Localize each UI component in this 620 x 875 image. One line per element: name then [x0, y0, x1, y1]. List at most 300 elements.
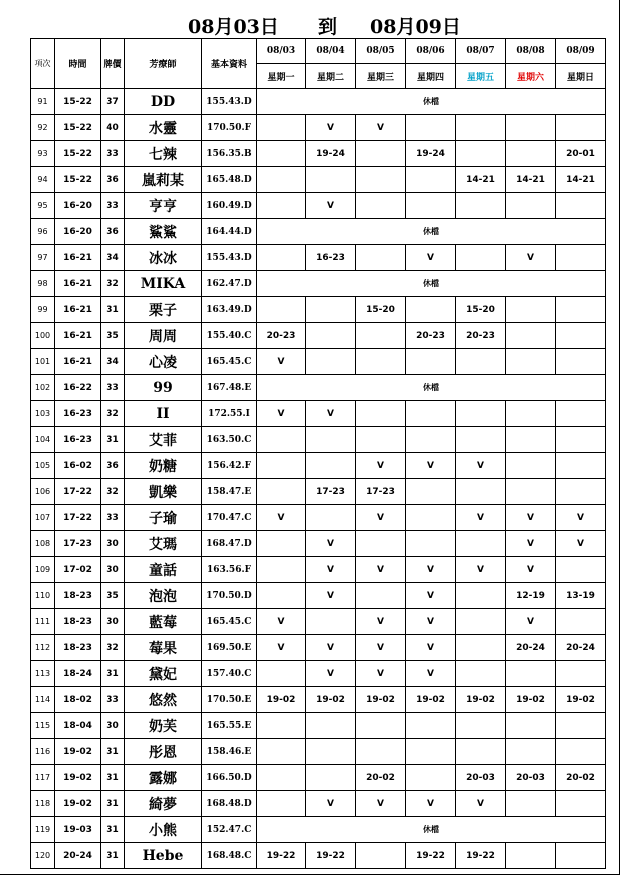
row-time: 16-23 [55, 427, 101, 453]
schedule-cell [406, 479, 456, 505]
schedule-cell [506, 193, 556, 219]
row-time: 17-22 [55, 505, 101, 531]
schedule-cell [406, 115, 456, 141]
schedule-cell [456, 401, 506, 427]
schedule-table [30, 38, 606, 869]
schedule-cell [456, 531, 506, 557]
schedule-cell: V [306, 401, 356, 427]
schedule-cell [306, 453, 356, 479]
weekday-header-friday: 星期五 [456, 64, 506, 89]
row-price: 31 [101, 791, 125, 817]
schedule-cell: 20-23 [406, 323, 456, 349]
row-price: 36 [101, 453, 125, 479]
schedule-cell: V [556, 505, 606, 531]
schedule-cell [556, 661, 606, 687]
row-index: 120 [31, 843, 55, 869]
row-time: 16-21 [55, 297, 101, 323]
row-basic-info: 168.48.C [202, 843, 257, 869]
row-index: 100 [31, 323, 55, 349]
schedule-cell [257, 479, 306, 505]
row-time: 16-20 [55, 193, 101, 219]
schedule-cell [257, 531, 306, 557]
row-price: 33 [101, 193, 125, 219]
schedule-cell [556, 843, 606, 869]
row-index: 114 [31, 687, 55, 713]
row-off-label: 休檔 [257, 89, 606, 115]
schedule-cell: V [306, 193, 356, 219]
title-end-date: 08月09日 [370, 16, 461, 38]
header-basic: 基本資料 [202, 39, 257, 89]
row-basic-info: 160.49.D [202, 193, 257, 219]
table-row [31, 843, 606, 869]
schedule-cell [406, 739, 456, 765]
row-price: 32 [101, 479, 125, 505]
schedule-cell [506, 661, 556, 687]
row-basic-info: 164.44.D [202, 219, 257, 245]
schedule-cell [556, 739, 606, 765]
row-basic-info: 156.42.F [202, 453, 257, 479]
schedule-cell: V [306, 583, 356, 609]
schedule-cell [356, 323, 406, 349]
schedule-cell: 19-02 [556, 687, 606, 713]
schedule-cell [356, 427, 406, 453]
schedule-cell: 19-22 [456, 843, 506, 869]
schedule-cell [556, 245, 606, 271]
table-row [31, 219, 606, 245]
schedule-cell: 16-23 [306, 245, 356, 271]
table-row [31, 297, 606, 323]
row-index: 94 [31, 167, 55, 193]
schedule-cell [556, 479, 606, 505]
row-therapist-name: 亨亨 [125, 193, 202, 219]
row-off-label: 休檔 [257, 817, 606, 843]
schedule-cell [556, 453, 606, 479]
table-row [31, 817, 606, 843]
row-basic-info: 165.55.E [202, 713, 257, 739]
schedule-cell: V [356, 791, 406, 817]
row-time: 16-21 [55, 349, 101, 375]
schedule-cell: 20-03 [456, 765, 506, 791]
row-therapist-name: 周周 [125, 323, 202, 349]
row-basic-info: 155.40.C [202, 323, 257, 349]
schedule-cell [456, 479, 506, 505]
schedule-cell: V [356, 505, 406, 531]
row-index: 109 [31, 557, 55, 583]
row-therapist-name: 奶糖 [125, 453, 202, 479]
schedule-cell: V [406, 557, 456, 583]
schedule-cell [406, 531, 456, 557]
row-basic-info: 155.43.D [202, 245, 257, 271]
table-row [31, 609, 606, 635]
table-row [31, 323, 606, 349]
table-row [31, 193, 606, 219]
schedule-cell: V [406, 245, 456, 271]
row-basic-info: 163.50.C [202, 427, 257, 453]
schedule-cell [556, 609, 606, 635]
row-basic-info: 169.50.E [202, 635, 257, 661]
row-price: 35 [101, 323, 125, 349]
row-index: 103 [31, 401, 55, 427]
row-price: 32 [101, 271, 125, 297]
row-time: 18-23 [55, 583, 101, 609]
row-index: 105 [31, 453, 55, 479]
row-therapist-name: 艾菲 [125, 427, 202, 453]
schedule-cell: V [406, 609, 456, 635]
row-index: 102 [31, 375, 55, 401]
row-time: 18-04 [55, 713, 101, 739]
schedule-cell [556, 791, 606, 817]
schedule-cell [556, 427, 606, 453]
schedule-cell [506, 713, 556, 739]
schedule-cell [306, 167, 356, 193]
schedule-cell [556, 297, 606, 323]
table-row [31, 479, 606, 505]
schedule-cell [456, 115, 506, 141]
row-therapist-name: 嵐莉某 [125, 167, 202, 193]
weekday-header: 星期日 [556, 64, 606, 89]
row-price: 31 [101, 739, 125, 765]
row-therapist-name: 藍莓 [125, 609, 202, 635]
row-index: 95 [31, 193, 55, 219]
schedule-cell [257, 661, 306, 687]
schedule-cell: V [306, 115, 356, 141]
row-off-label: 休檔 [257, 375, 606, 401]
table-row [31, 375, 606, 401]
schedule-cell [506, 791, 556, 817]
schedule-cell [456, 609, 506, 635]
schedule-cell: 15-20 [456, 297, 506, 323]
row-therapist-name: 泡泡 [125, 583, 202, 609]
table-row [31, 661, 606, 687]
schedule-cell [356, 843, 406, 869]
row-index: 106 [31, 479, 55, 505]
row-basic-info: 155.43.D [202, 89, 257, 115]
date-header: 08/06 [406, 39, 456, 64]
table-row [31, 713, 606, 739]
table-row [31, 557, 606, 583]
row-time: 17-23 [55, 531, 101, 557]
header-therapist: 芳療師 [125, 39, 202, 89]
row-time: 16-21 [55, 245, 101, 271]
schedule-cell [506, 401, 556, 427]
schedule-cell [257, 557, 306, 583]
schedule-cell [356, 401, 406, 427]
schedule-cell [257, 141, 306, 167]
row-time: 18-23 [55, 609, 101, 635]
schedule-cell [257, 791, 306, 817]
schedule-cell [506, 115, 556, 141]
schedule-cell [406, 167, 456, 193]
table-row [31, 401, 606, 427]
row-time: 17-02 [55, 557, 101, 583]
schedule-cell [257, 765, 306, 791]
row-index: 113 [31, 661, 55, 687]
row-price: 32 [101, 635, 125, 661]
schedule-cell [506, 297, 556, 323]
row-index: 104 [31, 427, 55, 453]
row-price: 31 [101, 817, 125, 843]
row-basic-info: 158.46.E [202, 739, 257, 765]
schedule-cell [306, 427, 356, 453]
schedule-rows [31, 89, 606, 869]
schedule-cell: 19-02 [456, 687, 506, 713]
row-time: 19-02 [55, 739, 101, 765]
row-therapist-name: II [125, 401, 202, 427]
row-price: 31 [101, 297, 125, 323]
schedule-cell: V [306, 557, 356, 583]
schedule-cell: V [356, 661, 406, 687]
table-row [31, 453, 606, 479]
schedule-cell: 19-24 [406, 141, 456, 167]
schedule-cell: 14-21 [556, 167, 606, 193]
row-time: 16-02 [55, 453, 101, 479]
row-price: 30 [101, 531, 125, 557]
schedule-cell: 19-02 [306, 687, 356, 713]
schedule-title [0, 12, 620, 38]
row-basic-info: 170.47.C [202, 505, 257, 531]
table-row [31, 115, 606, 141]
schedule-cell [356, 531, 406, 557]
row-price: 36 [101, 219, 125, 245]
schedule-cell [506, 427, 556, 453]
row-time: 15-22 [55, 89, 101, 115]
schedule-cell [456, 193, 506, 219]
schedule-cell [556, 557, 606, 583]
schedule-cell [257, 583, 306, 609]
schedule-cell: 13-19 [556, 583, 606, 609]
row-time: 15-22 [55, 167, 101, 193]
schedule-cell: 19-22 [257, 843, 306, 869]
schedule-cell [306, 505, 356, 531]
schedule-cell: V [456, 791, 506, 817]
schedule-cell: V [257, 635, 306, 661]
row-therapist-name: 栗子 [125, 297, 202, 323]
row-therapist-name: 悠然 [125, 687, 202, 713]
schedule-cell [406, 427, 456, 453]
row-index: 97 [31, 245, 55, 271]
table-row [31, 89, 606, 115]
schedule-cell [356, 739, 406, 765]
row-index: 101 [31, 349, 55, 375]
row-time: 16-21 [55, 323, 101, 349]
row-therapist-name: 綺夢 [125, 791, 202, 817]
schedule-cell [506, 349, 556, 375]
date-header: 08/08 [506, 39, 556, 64]
table-row [31, 427, 606, 453]
row-price: 30 [101, 557, 125, 583]
row-basic-info: 170.50.E [202, 687, 257, 713]
row-price: 32 [101, 401, 125, 427]
row-therapist-name: 心凌 [125, 349, 202, 375]
schedule-cell [556, 401, 606, 427]
schedule-cell [257, 427, 306, 453]
row-time: 16-20 [55, 219, 101, 245]
schedule-cell: 14-21 [456, 167, 506, 193]
schedule-cell [306, 765, 356, 791]
row-time: 16-21 [55, 271, 101, 297]
row-index: 115 [31, 713, 55, 739]
schedule-cell [456, 635, 506, 661]
row-therapist-name: 子瑜 [125, 505, 202, 531]
table-row [31, 765, 606, 791]
row-therapist-name: MIKA [125, 271, 202, 297]
row-off-label: 休檔 [257, 271, 606, 297]
row-price: 34 [101, 245, 125, 271]
row-time: 18-23 [55, 635, 101, 661]
schedule-cell [506, 479, 556, 505]
row-basic-info: 170.50.D [202, 583, 257, 609]
schedule-cell: 19-22 [406, 843, 456, 869]
table-row [31, 687, 606, 713]
schedule-cell [456, 427, 506, 453]
table-row [31, 635, 606, 661]
row-price: 34 [101, 349, 125, 375]
row-basic-info: 152.47.C [202, 817, 257, 843]
schedule-cell: V [506, 505, 556, 531]
schedule-cell [556, 323, 606, 349]
row-therapist-name: 冰冰 [125, 245, 202, 271]
date-header: 08/04 [306, 39, 356, 64]
schedule-cell: V [356, 609, 406, 635]
row-therapist-name: 莓果 [125, 635, 202, 661]
schedule-cell [556, 115, 606, 141]
row-index: 96 [31, 219, 55, 245]
schedule-cell: V [406, 791, 456, 817]
schedule-cell [257, 245, 306, 271]
schedule-cell: V [306, 635, 356, 661]
header-price: 牌價 [101, 39, 125, 89]
date-header: 08/03 [257, 39, 306, 64]
schedule-cell [356, 141, 406, 167]
schedule-cell [306, 323, 356, 349]
row-basic-info: 170.50.F [202, 115, 257, 141]
schedule-cell [356, 713, 406, 739]
schedule-cell [356, 583, 406, 609]
row-time: 19-02 [55, 765, 101, 791]
row-time: 19-02 [55, 791, 101, 817]
row-therapist-name: DD [125, 89, 202, 115]
row-price: 40 [101, 115, 125, 141]
row-price: 33 [101, 505, 125, 531]
weekday-header-saturday: 星期六 [506, 64, 556, 89]
row-price: 33 [101, 687, 125, 713]
row-index: 119 [31, 817, 55, 843]
row-therapist-name: 七辣 [125, 141, 202, 167]
schedule-cell: V [257, 609, 306, 635]
table-row [31, 505, 606, 531]
schedule-cell: V [257, 505, 306, 531]
schedule-cell: 17-23 [356, 479, 406, 505]
row-index: 117 [31, 765, 55, 791]
schedule-cell: V [506, 557, 556, 583]
row-time: 16-23 [55, 401, 101, 427]
schedule-cell: V [456, 557, 506, 583]
schedule-cell [306, 297, 356, 323]
schedule-cell: V [306, 791, 356, 817]
schedule-cell [456, 141, 506, 167]
row-price: 31 [101, 661, 125, 687]
row-therapist-name: 彤恩 [125, 739, 202, 765]
schedule-cell [356, 193, 406, 219]
table-row [31, 583, 606, 609]
row-basic-info: 168.47.D [202, 531, 257, 557]
row-price: 31 [101, 427, 125, 453]
schedule-cell: 19-02 [356, 687, 406, 713]
schedule-cell [406, 349, 456, 375]
row-basic-info: 158.47.E [202, 479, 257, 505]
row-price: 30 [101, 609, 125, 635]
date-header: 08/05 [356, 39, 406, 64]
schedule-cell: 12-19 [506, 583, 556, 609]
schedule-cell [257, 453, 306, 479]
row-time: 15-22 [55, 115, 101, 141]
schedule-cell [556, 349, 606, 375]
weekday-header: 星期一 [257, 64, 306, 89]
schedule-cell [257, 713, 306, 739]
row-index: 98 [31, 271, 55, 297]
row-basic-info: 163.49.D [202, 297, 257, 323]
schedule-cell [506, 739, 556, 765]
schedule-cell [306, 609, 356, 635]
row-basic-info: 157.40.C [202, 661, 257, 687]
row-basic-info: 166.50.D [202, 765, 257, 791]
row-basic-info: 156.35.B [202, 141, 257, 167]
row-index: 108 [31, 531, 55, 557]
schedule-cell [456, 739, 506, 765]
schedule-cell [506, 141, 556, 167]
schedule-cell [456, 583, 506, 609]
schedule-cell: V [356, 453, 406, 479]
row-therapist-name: 童話 [125, 557, 202, 583]
row-time: 19-03 [55, 817, 101, 843]
row-therapist-name: 露娜 [125, 765, 202, 791]
schedule-cell [456, 713, 506, 739]
row-time: 16-22 [55, 375, 101, 401]
schedule-cell [556, 713, 606, 739]
row-therapist-name: 鯊鯊 [125, 219, 202, 245]
schedule-cell: V [506, 531, 556, 557]
row-index: 116 [31, 739, 55, 765]
schedule-cell: V [456, 453, 506, 479]
schedule-cell: 20-02 [556, 765, 606, 791]
schedule-cell [356, 349, 406, 375]
table-row [31, 739, 606, 765]
row-therapist-name: 奶芙 [125, 713, 202, 739]
title-start-date: 08月03日 [188, 16, 279, 38]
schedule-cell [456, 245, 506, 271]
title-to: 到 [318, 16, 338, 38]
row-basic-info: 167.48.E [202, 375, 257, 401]
schedule-cell: 19-02 [506, 687, 556, 713]
schedule-cell [506, 843, 556, 869]
row-index: 107 [31, 505, 55, 531]
schedule-cell: V [406, 583, 456, 609]
schedule-cell [257, 193, 306, 219]
row-basic-info: 162.47.D [202, 271, 257, 297]
schedule-cell [306, 739, 356, 765]
schedule-cell [406, 401, 456, 427]
row-therapist-name: 艾瑪 [125, 531, 202, 557]
row-index: 93 [31, 141, 55, 167]
row-index: 99 [31, 297, 55, 323]
schedule-cell: V [506, 245, 556, 271]
row-time: 15-22 [55, 141, 101, 167]
schedule-cell: 20-23 [456, 323, 506, 349]
schedule-cell [257, 739, 306, 765]
schedule-cell: 20-02 [356, 765, 406, 791]
row-index: 112 [31, 635, 55, 661]
row-index: 118 [31, 791, 55, 817]
